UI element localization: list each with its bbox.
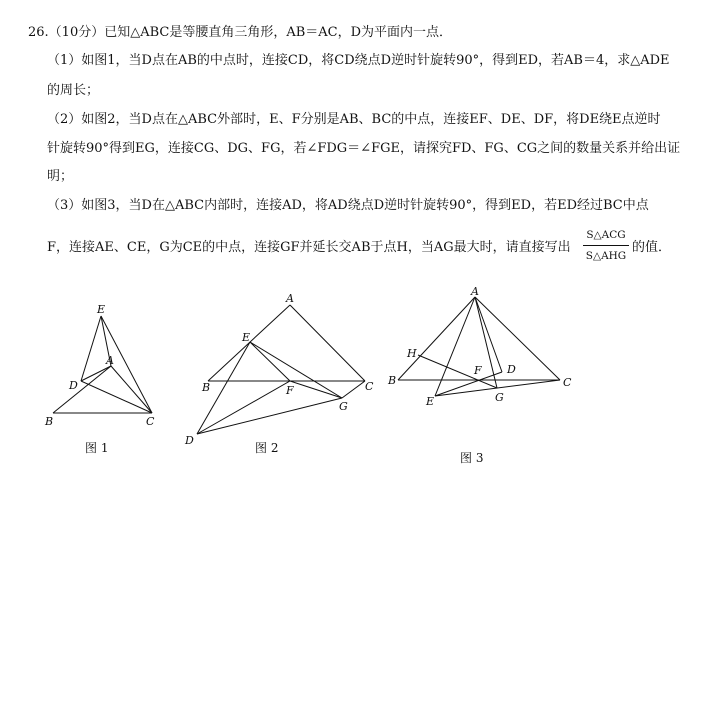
fig1-label-B: B [45, 415, 54, 428]
fig2-label-G: G [339, 400, 348, 413]
fig2-label-A: A [286, 292, 294, 305]
fig3-label-C: C [563, 376, 572, 389]
fig2-label-F: F [286, 384, 294, 397]
figure-2 [184, 292, 374, 447]
fig1-label-E: E [97, 303, 106, 316]
part2-text-end: 明； [47, 169, 74, 184]
figure-1 [44, 303, 155, 428]
part1-text-cont: 的周长； [47, 83, 100, 98]
fraction-denominator: S△AHG [585, 250, 627, 262]
part2-text: （2）如图2，当D点在△ABC外部时，E、F分别是AB、BC的中点，连接EF、DE、DF，将DE绕E点逆时 [47, 112, 661, 127]
figure-3 [387, 285, 572, 408]
part2-text-cont: 针旋转90°得到EG，连接CG、DG、FG，若∠FDG＝∠FGE，请探究FD、FG、CG之间的数量关系并给出证 [47, 141, 681, 156]
fig2-caption: 图 2 [255, 441, 279, 455]
part3-text: （3）如图3，当D在△ABC内部时，连接AD，将AD绕点D逆时针旋转90°，得到ED，若ED经过BC中点 [47, 198, 649, 213]
fig2-label-D: D [185, 434, 194, 447]
fig3-caption: 图 3 [460, 451, 484, 465]
fig3-label-B: B [388, 374, 397, 387]
part3-text-cont: F，连接AE、CE，G为CE的中点，连接GF并延长交AB于点H，当AG最大时，请直接写出 [47, 240, 571, 255]
part1-text: （1）如图1，当D点在AB的中点时，连接CD，将CD绕点D逆时针旋转90°，得到ED，若AB＝4，求△ADE [47, 53, 670, 68]
part3-text-end: 的值． [632, 240, 672, 255]
fig3-label-F: F [474, 364, 482, 377]
fig3-label-H: H [407, 347, 417, 360]
question-stem: 26.（10分）已知△ABC是等腰直角三角形，AB＝AC，D为平面内一点． [28, 25, 453, 40]
fig1-caption: 图 1 [85, 441, 109, 455]
fig1-label-D: D [69, 379, 78, 392]
fig3-label-G: G [495, 391, 504, 404]
fig3-label-E: E [426, 395, 435, 408]
fig1-label-A: A [106, 354, 114, 367]
fraction-numerator: S△ACG [586, 229, 626, 241]
fig3-label-D: D [507, 363, 516, 376]
fig1-label-C: C [146, 415, 155, 428]
fig3-label-A: A [471, 285, 479, 298]
fig2-label-E: E [242, 331, 251, 344]
fig2-label-C: C [365, 380, 374, 393]
fig2-label-B: B [202, 381, 211, 394]
